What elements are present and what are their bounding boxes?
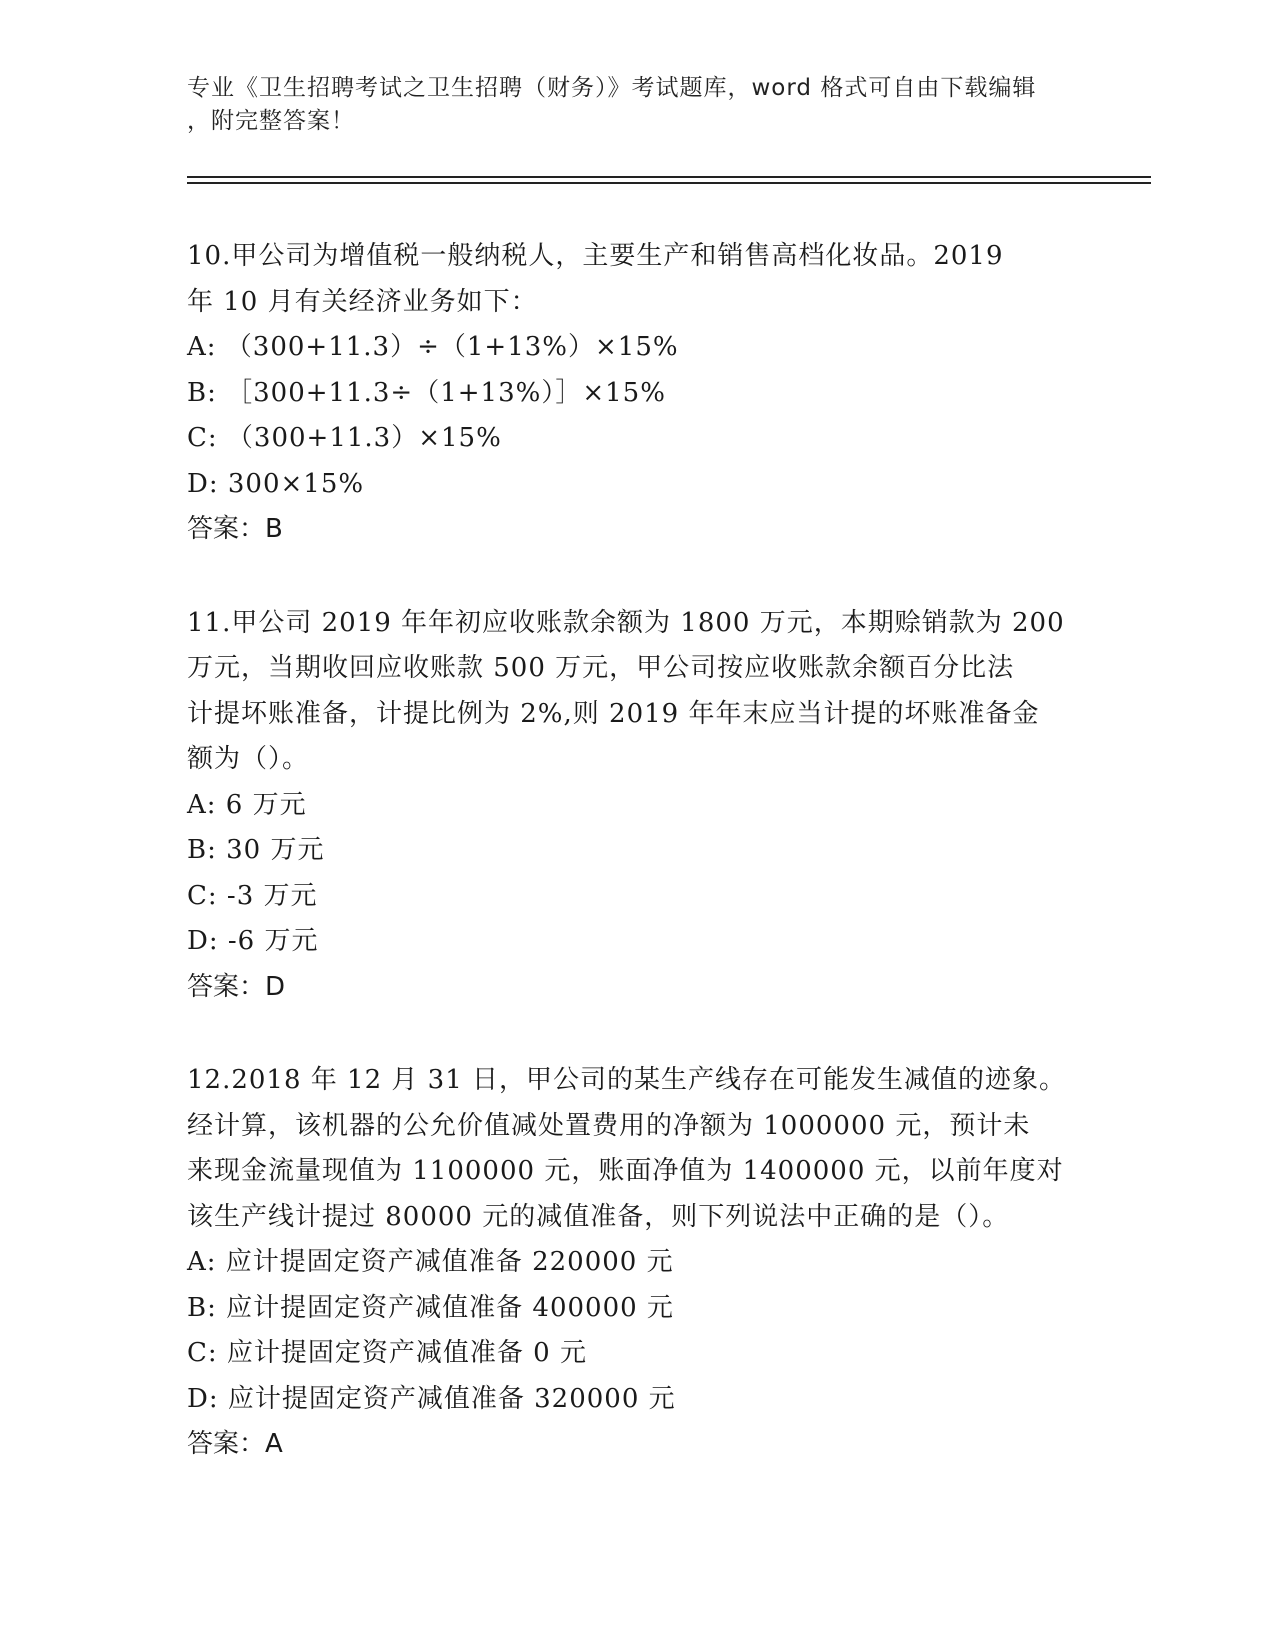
option-c: C: -3 万元 <box>187 880 318 911</box>
question-stem-line: 年 10 月有关经济业务如下： <box>187 286 538 317</box>
question-list <box>187 234 1087 1516</box>
question-stem-line: 额为（）。 <box>187 744 310 774</box>
question-12 <box>187 1058 1087 1468</box>
question-11 <box>187 601 1087 1011</box>
header-line-2: ，附完整答案！ <box>187 108 355 134</box>
option-b: B: ［300+11.3÷（1+13%）］×15% <box>187 377 666 408</box>
option-b: B: 应计提固定资产减值准备 400000 元 <box>187 1292 674 1323</box>
header-divider-bottom <box>187 182 1151 184</box>
document-header <box>187 72 1067 138</box>
option-c: C: 应计提固定资产减值准备 0 元 <box>187 1338 587 1368</box>
answer-label: 答案：D <box>187 971 286 1002</box>
answer-label: 答案：A <box>187 1429 283 1459</box>
option-a: A: （300+11.3）÷（1+13%）×15% <box>187 332 679 362</box>
answer-label: 答案：B <box>187 514 283 544</box>
question-stem-line: 经计算，该机器的公允价值减处置费用的净额为 1000000 元，预计未 <box>187 1110 1031 1141</box>
option-b: B: 30 万元 <box>187 835 325 865</box>
question-stem-line: 万元，当期收回应收账款 500 万元，甲公司按应收账款余额百分比法 <box>187 653 1015 683</box>
question-10 <box>187 234 1087 553</box>
option-a: A: 应计提固定资产减值准备 220000 元 <box>187 1247 674 1277</box>
question-stem-line: 来现金流量现值为 1100000 元，账面净值为 1400000 元，以前年度对 <box>187 1156 1064 1186</box>
question-stem-line: 该生产线计提过 80000 元的减值准备，则下列说法中正确的是（）。 <box>187 1201 1010 1232</box>
option-a: A: 6 万元 <box>187 789 307 820</box>
option-c: C: （300+11.3）×15% <box>187 423 502 453</box>
question-stem-line: 12.2018 年 12 月 31 日，甲公司的某生产线存在可能发生减值的迹象。 <box>187 1065 1067 1095</box>
header-line-1: 专业《卫生招聘考试之卫生招聘（财务）》考试题库，word 格式可自由下载编辑 <box>187 75 1037 101</box>
question-stem-line: 10.甲公司为增值税一般纳税人，主要生产和销售高档化妆品。2019 <box>187 241 1004 271</box>
option-d: D: -6 万元 <box>187 926 319 956</box>
option-d: D: 应计提固定资产减值准备 320000 元 <box>187 1383 676 1414</box>
question-stem-line: 11.甲公司 2019 年年初应收账款余额为 1800 万元，本期赊销款为 200 <box>187 607 1065 638</box>
header-divider-top <box>187 176 1151 178</box>
option-d: D: 300×15% <box>187 468 365 499</box>
question-stem-line: 计提坏账准备，计提比例为 2%,则 2019 年年末应当计提的坏账准备金 <box>187 698 1040 729</box>
